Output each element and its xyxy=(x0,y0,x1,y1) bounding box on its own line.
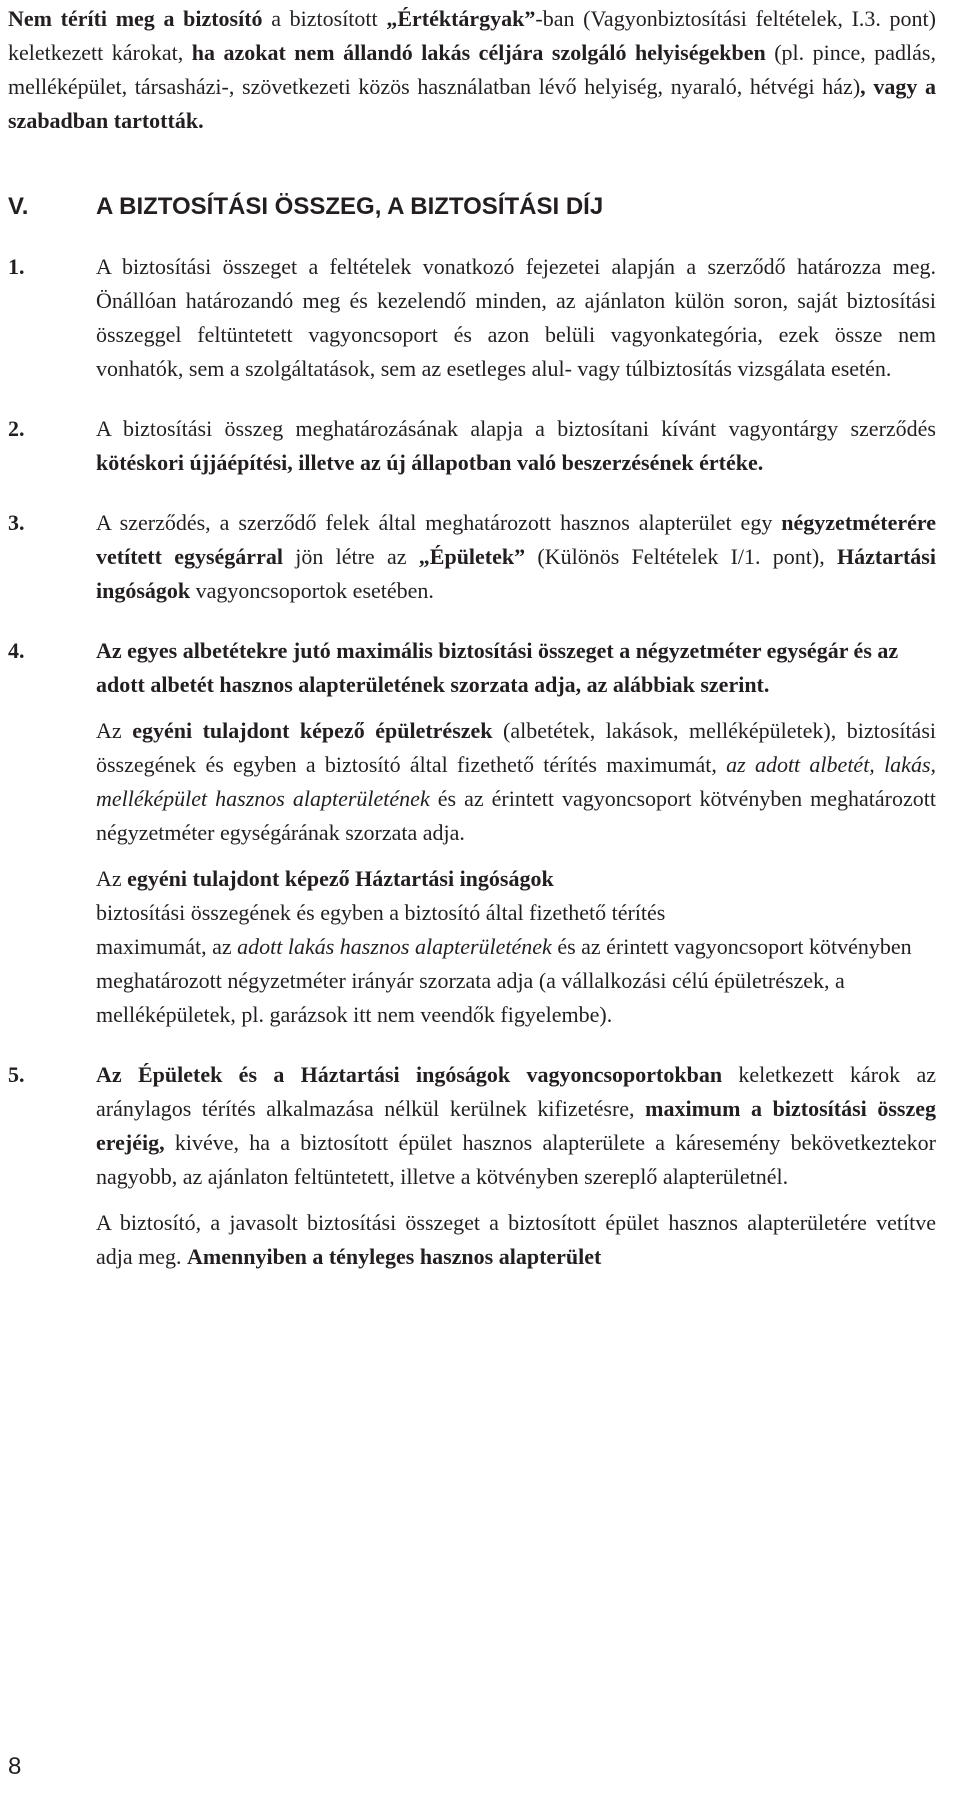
intro-text-3: (pl. pince, padlás, melléképület, társasházi-, szövetkezeti közös használatban lévő helyiség, nyaraló, hétvégi ház) xyxy=(8,40,936,99)
list-item-5 xyxy=(8,1058,936,1274)
section-title: A BIZTOSÍTÁSI ÖSSZEG, A BIZTOSÍTÁSI DÍJ xyxy=(96,193,604,220)
document-page xyxy=(8,0,936,1300)
item-4-p1-text-3: és az érintett vagyoncsoport kötvényben meghatározott négyzetméter egységárának szorzata adja. xyxy=(96,786,936,845)
item-number: 3. xyxy=(8,510,25,535)
item-4-p1-italic-1: az adott albetét, lakás, melléképület hasznos alapterületének xyxy=(96,752,937,811)
intro-text-1: a biztosított xyxy=(262,6,387,31)
item-number: 5. xyxy=(8,1062,25,1087)
item-4-paragraph-2 xyxy=(96,862,936,1032)
item-3-bold-3: Háztartási ingóságok xyxy=(96,544,936,603)
item-5-text-1: keletkezett károk az aránylagos térítés alkalmazása nélkül kerülnek kifizetésre, xyxy=(96,1062,936,1121)
item-number: 1. xyxy=(8,254,25,279)
item-body xyxy=(96,1058,936,1274)
intro-bold-1: Nem téríti meg a biztosító xyxy=(8,6,263,31)
item-5-paragraph-2 xyxy=(96,1206,936,1274)
section-number: V. xyxy=(8,193,29,220)
item-body xyxy=(96,506,936,608)
item-5-p2-bold-1: Amennyiben a tényleges hasznos alapterület xyxy=(187,1244,602,1269)
item-4-p1-bold-1: egyéni tulajdont képező épületrészek xyxy=(132,718,493,743)
intro-bold-2: „Értéktárgyak” xyxy=(386,6,536,31)
list-item-3 xyxy=(8,506,936,608)
item-4-lead-bold: Az egyes albetétekre jutó maximális biztosítási összeget a négyzetméter egységár és az adott albetét hasznos alapterületének szorzata adja, az alábbiak szerint. xyxy=(96,638,899,697)
section-heading xyxy=(8,190,936,224)
item-5-bold-2: maximum a biztosítási összeg erejéig, xyxy=(96,1096,936,1155)
item-4-p2-text-3: maximumát, az xyxy=(96,934,238,959)
item-3-bold-2: „Épületek” xyxy=(418,544,526,569)
list-item-2 xyxy=(8,412,936,480)
item-3-text-1: A szerződés, a szerződő felek által meghatározott hasznos alapterület egy xyxy=(96,510,782,535)
item-5-bold-1: Az Épületek és a Háztartási ingóságok vagyoncsoportokban xyxy=(96,1062,723,1087)
item-4-p2-italic-1: adott lakás hasznos alapterületének xyxy=(237,934,552,959)
item-body xyxy=(96,412,936,480)
intro-paragraph xyxy=(8,0,936,138)
item-4-p2-bold-1: egyéni tulajdont képező Háztartási ingóságok xyxy=(127,866,554,891)
item-4-p2-text-2: biztosítási összegének és egyben a biztosító által fizethető térítés xyxy=(96,900,666,925)
list-item-4 xyxy=(8,634,936,1032)
item-2-text-1: A biztosítási összeg meghatározásának alapja a biztosítani kívánt vagyontárgy szerződés xyxy=(96,416,936,441)
item-3-text-2: jön létre az xyxy=(282,544,419,569)
item-4-p1-text-2: (albetétek, lakások, melléképületek), biztosítási összegének és egyben a biztosító által fizethető térítés maximumát, xyxy=(96,718,936,777)
item-5-paragraph-1 xyxy=(96,1058,936,1194)
item-2-text xyxy=(96,412,936,480)
item-1-text: A biztosítási összeget a feltételek vonatkozó fejezetei alapján a szerződő határozza meg. Önállóan határozandó meg és kezelendő minden, az ajánlaton külön soron, saját biztosítási összeggel feltüntetett vagyoncsoport és azon belüli vagyonkategória, ezek össze nem vonhatók, sem a szolgáltatások, sem az esetleges alul- vagy túlbiztosítás vizsgálata esetén. xyxy=(96,254,936,381)
intro-bold-4: , vagy a szabadban tartották. xyxy=(8,74,936,133)
item-3-text-3: (Különös Feltételek I/1. pont), xyxy=(525,544,838,569)
item-body xyxy=(96,250,936,386)
intro-bold-3: ha azokat nem állandó lakás céljára szolgáló helyiségekben xyxy=(191,40,766,65)
list-item-1 xyxy=(8,250,936,386)
item-4-p2-text-4: és az érintett vagyoncsoport kötvényben meghatározott négyzetméter irányár szorzata adja (a vállalkozási célú épületrészek, a melléképületek, pl. garázsok itt nem veendők figyelembe). xyxy=(96,934,912,1027)
item-number: 4. xyxy=(8,638,25,663)
item-3-bold-1: négyzetméterére vetített egységárral xyxy=(96,510,936,569)
item-4-p2-text-1: Az xyxy=(96,866,128,891)
item-5-p2-text-1: A biztosító, a javasolt biztosítási összeget a biztosított épület hasznos alapterületére vetítve adja meg. xyxy=(96,1210,936,1269)
item-3-text-4: vagyoncsoportok esetében. xyxy=(190,578,434,603)
page-number: 8 xyxy=(8,1753,22,1780)
item-2-bold-1: kötéskori újjáépítési, illetve az új állapotban való beszerzésének értéke. xyxy=(96,450,764,475)
item-3-text xyxy=(96,506,936,608)
intro-text-2: -ban (Vagyonbiztosítási feltételek, I.3. pont) keletkezett károkat, xyxy=(8,6,936,65)
item-body xyxy=(96,634,936,1032)
item-5-text-2: kivéve, ha a biztosított épület hasznos alapterülete a káresemény bekövetkeztekor nagyobb, az ajánlaton feltüntetett, illetve a kötvényben szereplő alapterületnél. xyxy=(96,1130,936,1189)
item-4-p1-text-1: Az xyxy=(96,718,133,743)
item-number: 2. xyxy=(8,416,25,441)
item-4-paragraph-1 xyxy=(96,714,936,850)
item-4-lead xyxy=(96,634,936,702)
